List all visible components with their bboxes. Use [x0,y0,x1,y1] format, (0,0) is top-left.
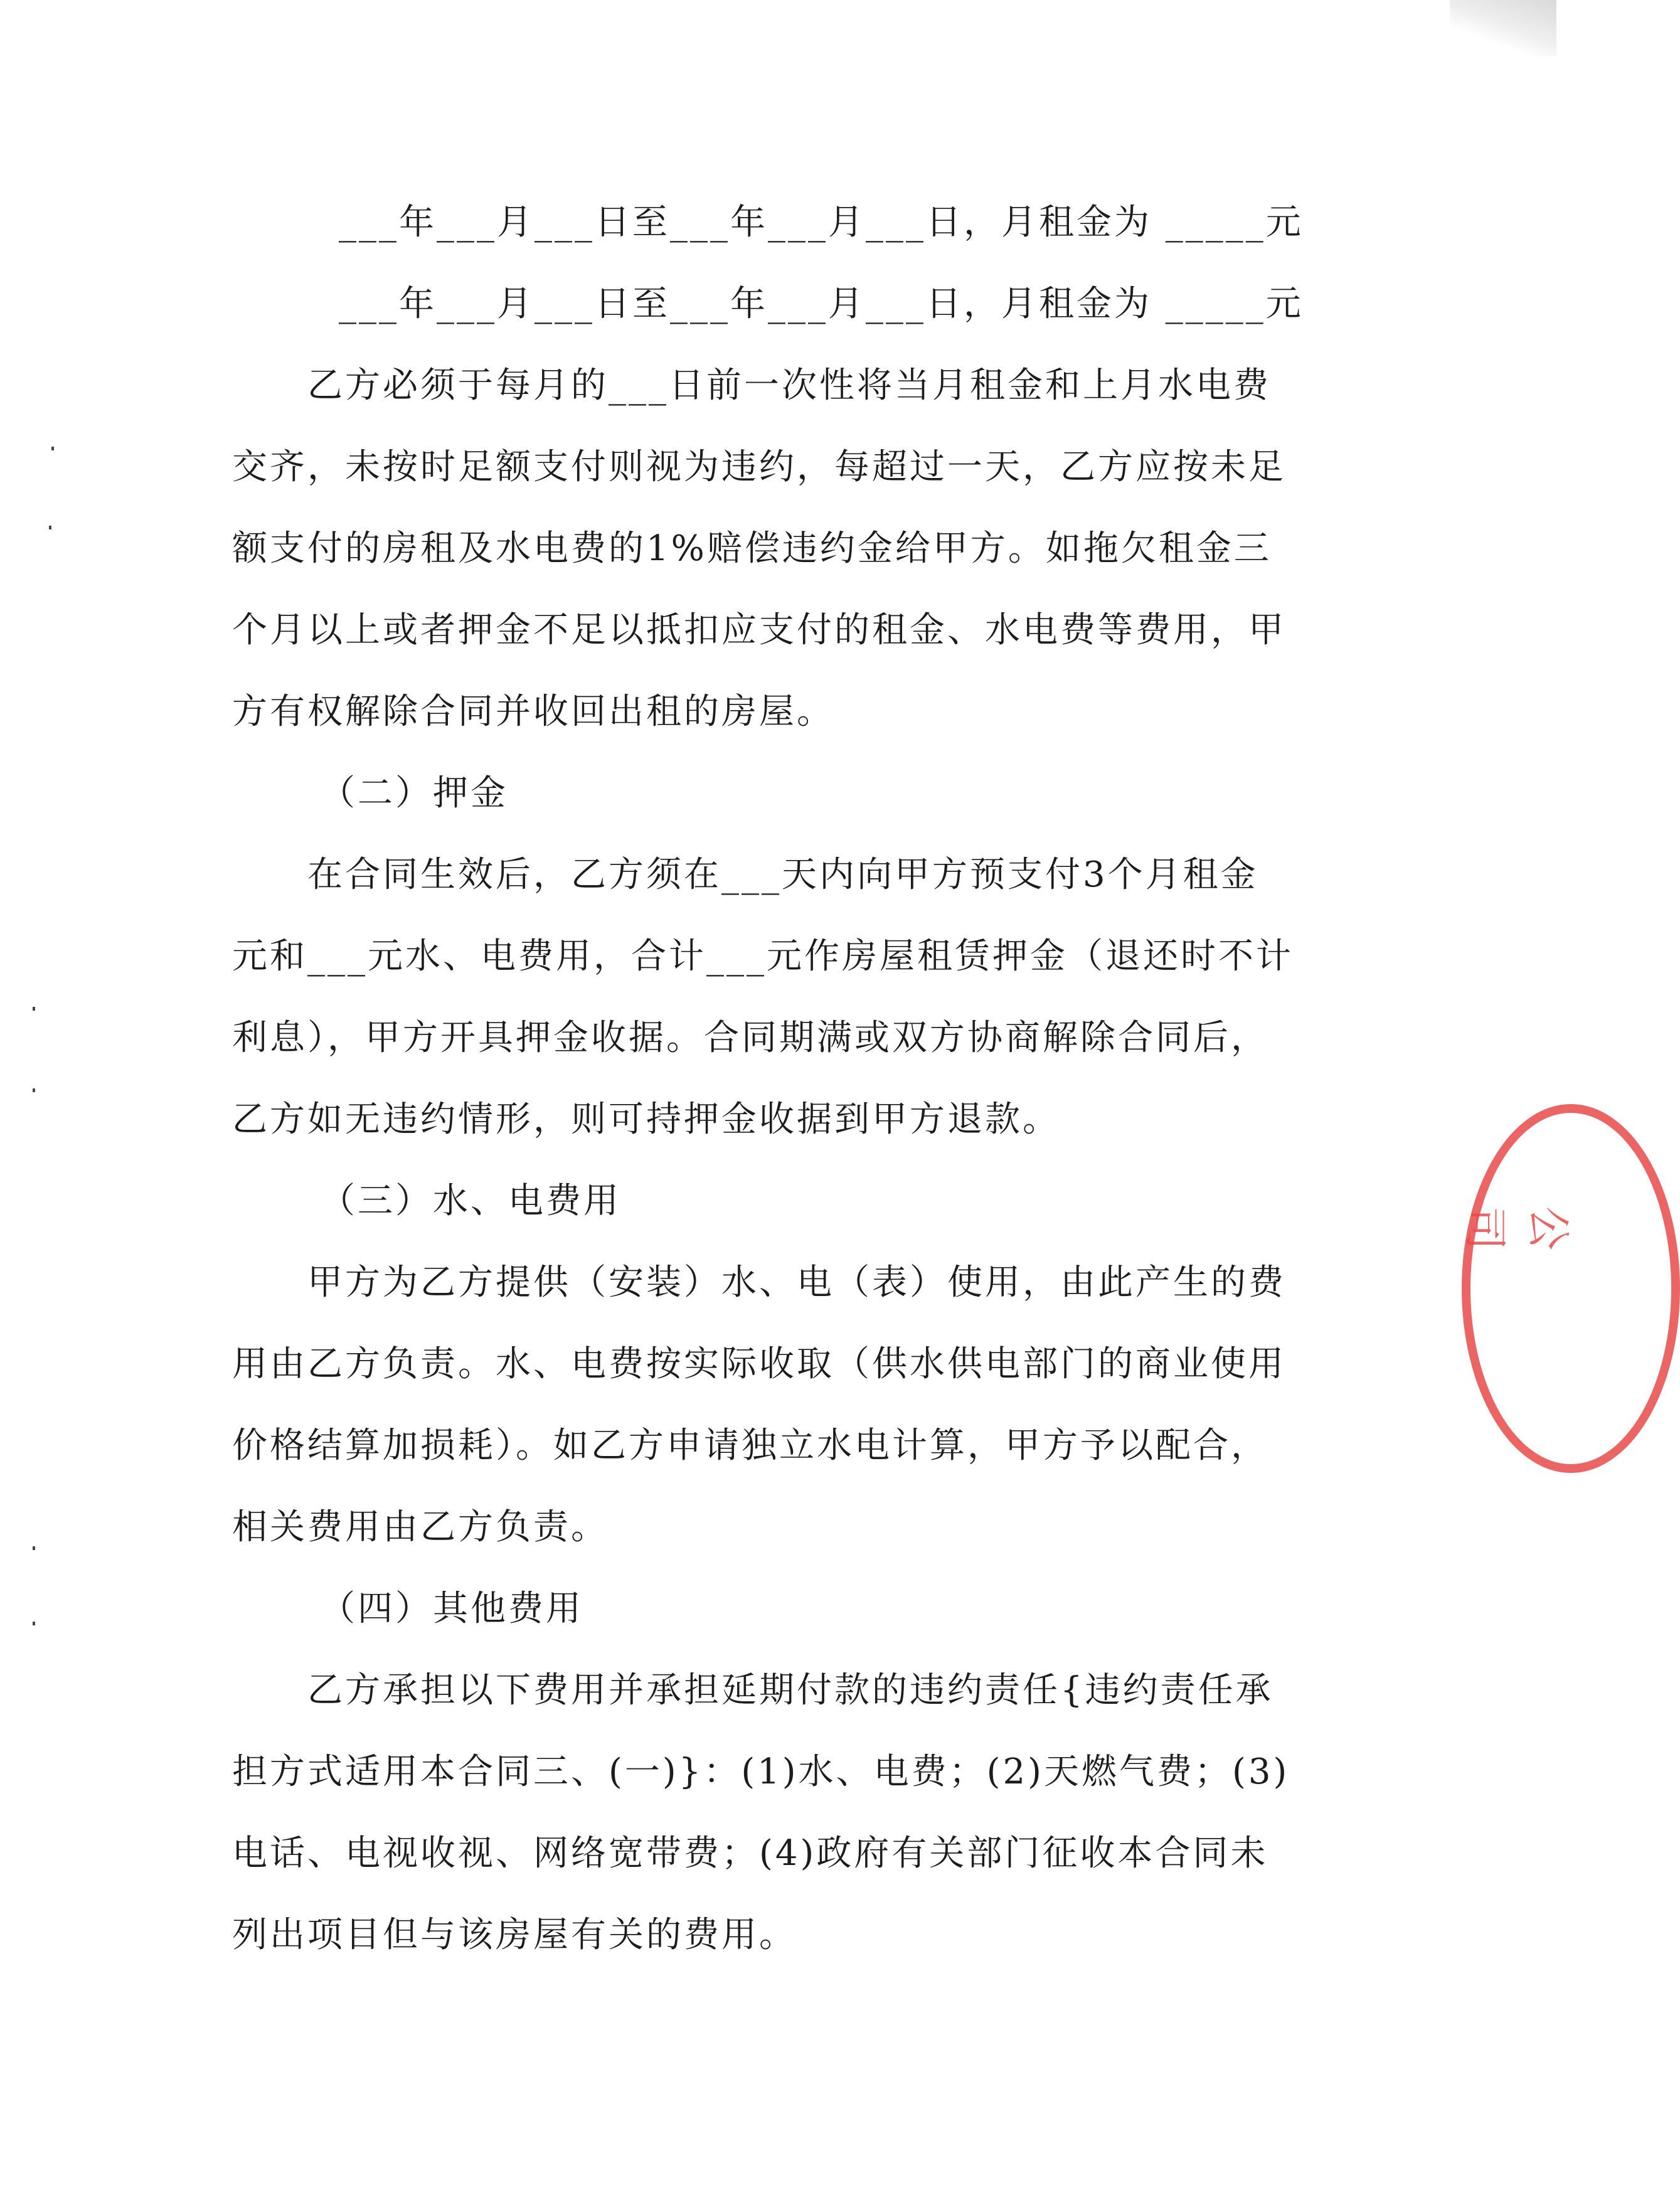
scan-speck [33,1546,35,1550]
paragraph-line: 个月以上或者押金不足以抵扣应支付的租金、水电费等费用，甲 [232,610,1286,651]
paragraph-line: 方有权解除合同并收回出租的房屋。 [232,691,834,732]
paragraph-line: 乙方必须于每月的___日前一次性将当月租金和上月水电费 [307,365,1271,406]
paragraph-line: 价格结算加损耗）。如乙方申请独立水电计算，甲方予以配合， [232,1425,1268,1466]
section-heading-other-fees: （四）其他费用 [320,1588,583,1629]
paragraph-line: 元和___元水、电费用，合计___元作房屋租赁押金（退还时不计 [232,936,1294,977]
scan-speck [33,1622,35,1625]
contract-body [232,182,1314,1976]
rent-period-line-2: ___年___月___日至___年___月___日，月租金为 _____元 [339,284,1304,324]
section-heading-utilities: （三）水、电费用 [320,1181,621,1221]
paragraph-line: 在合同生效后，乙方须在___天内向甲方预支付3个月租金 [307,854,1258,895]
company-seal-text: 公司 [1459,1206,1574,1250]
paragraph-line: 乙方如无违约情形，则可持押金收据到甲方退款。 [232,1099,1060,1140]
paragraph-line: 用由乙方负责。水、电费按实际收取（供水供电部门的商业使用 [232,1344,1286,1384]
paragraph-line: 相关费用由乙方负责。 [232,1507,609,1548]
paragraph-line: 电话、电视收视、网络宽带费；(4)政府有关部门征收本合同未 [232,1833,1268,1874]
paragraph-line: 利息），甲方开具押金收据。合同期满或双方协商解除合同后， [232,1018,1268,1058]
paragraph-line: 甲方为乙方提供（安装）水、电（表）使用，由此产生的费 [307,1262,1286,1303]
section-heading-deposit: （二）押金 [320,773,508,814]
paragraph-line: 交齐，未按时足额支付则视为违约，每超过一天，乙方应按未足 [232,447,1286,487]
scan-speck [51,447,54,450]
scan-speck [33,1007,35,1011]
rent-period-line-1: ___年___月___日至___年___月___日，月租金为 _____元 [339,202,1304,243]
paragraph-line: 乙方承担以下费用并承担延期付款的违约责任{违约责任承 [307,1670,1273,1711]
page-corner-shadow [1450,0,1556,56]
paragraph-line: 列出项目但与该房屋有关的费用。 [232,1915,797,1955]
scan-speck [49,526,51,529]
scan-speck [33,1088,35,1092]
paragraph-line: 额支付的房租及水电费的1%赔偿违约金给甲方。如拖欠租金三 [232,528,1272,569]
company-seal-stamp [1462,1104,1680,1473]
paragraph-line: 担方式适用本合同三、(一)}：(1)水、电费；(2)天燃气费；(3) [232,1751,1290,1792]
